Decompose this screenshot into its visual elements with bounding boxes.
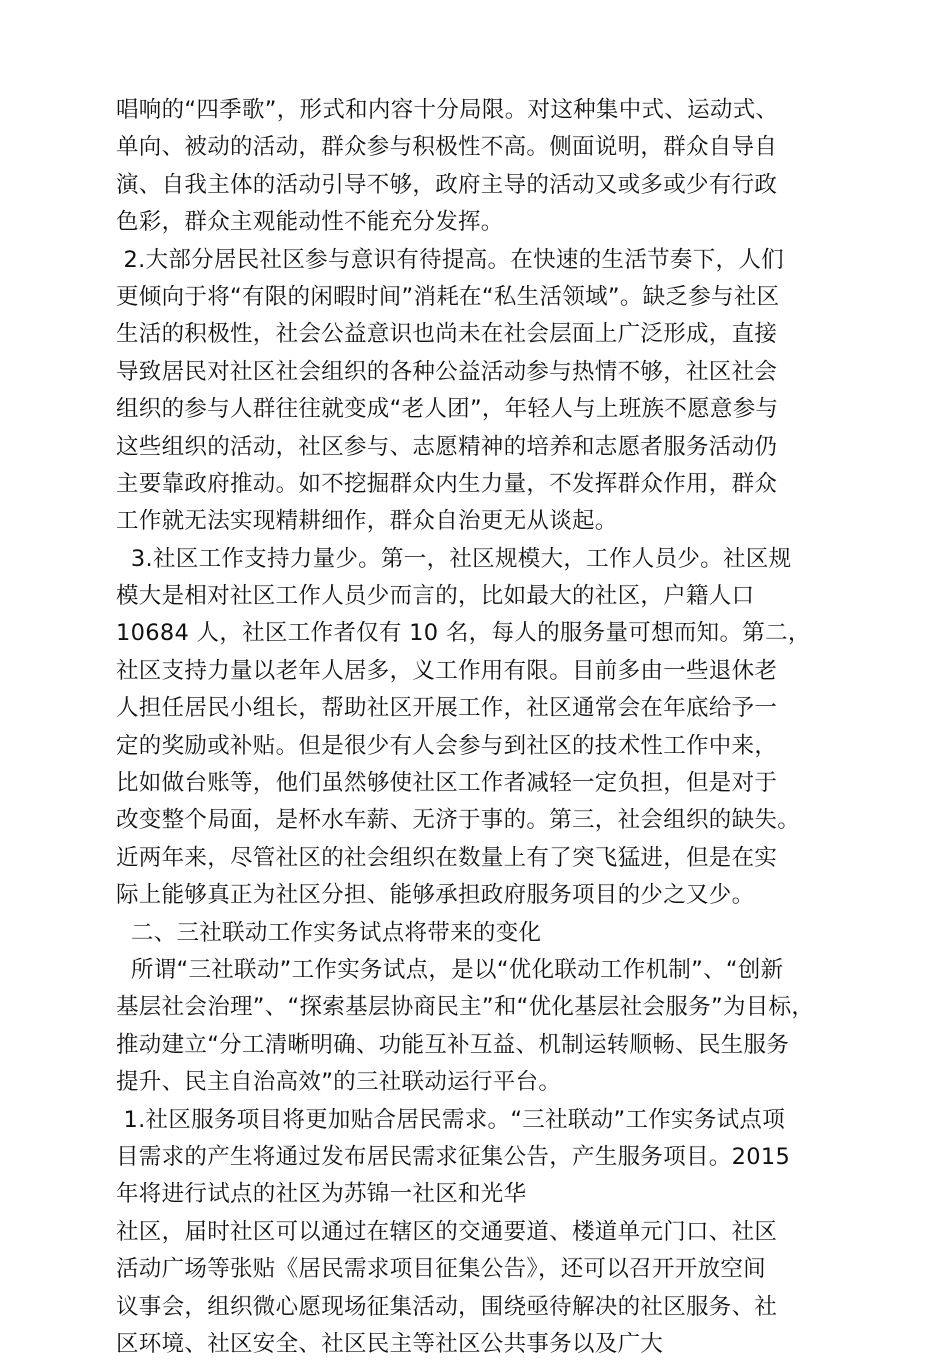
text-line: 二、三社联动工作实务试点将带来的变化	[116, 919, 542, 946]
text-line: 色彩，群众主观能动性不能充分发挥。	[116, 209, 504, 236]
text-line: 模大是相对社区工作人员少而言的，比如最大的社区，户籍人口	[116, 583, 755, 610]
text-line: 推动建立“分工清晰明确、功能互补互益、机制运转顺畅、民生服务	[116, 1031, 790, 1058]
text-line: 3.社区工作支持力量少。第一，社区规模大，工作人员少。社区规	[116, 545, 792, 572]
text-line: 议事会，组织微心愿现场征集活动，围绕亟待解决的社区服务、社	[116, 1293, 778, 1320]
text-line: 工作就无法实现精耕细作，群众自治更无从谈起。	[116, 508, 618, 535]
text-line: 组织的参与人群往往就变成“老人团”，年轻人与上班族不愿意参与	[116, 396, 779, 423]
text-line: 10684 人，社区工作者仅有 10 名，每人的服务量可想而知。第二，	[116, 620, 811, 647]
text-line: 活动广场等张贴《居民需求项目征集公告》，还可以召开开放空间	[116, 1256, 766, 1283]
text-line: 导致居民对社区社会组织的各种公益活动参与热情不够，社区社会	[116, 358, 778, 385]
text-line: 近两年来，尽管社区的社会组织在数量上有了突飞猛进，但是在实	[116, 844, 778, 871]
text-line: 基层社会治理”、“探索基层协商民主”和“优化基层社会服务”为目标，	[116, 994, 815, 1021]
text-line: 单向、被动的活动，群众参与积极性不高。侧面说明，群众自导自	[116, 134, 778, 161]
text-line: 目需求的产生将通过发布居民需求征集公告，产生服务项目。2015	[116, 1143, 791, 1170]
document-body-text	[116, 92, 856, 1363]
text-line: 提升、民主自治高效”的三社联动运行平台。	[116, 1069, 562, 1096]
text-line: 生活的积极性，社会公益意识也尚未在社会层面上广泛形成，直接	[116, 321, 778, 348]
text-line: 这些组织的活动，社区参与、志愿精神的培养和志愿者服务活动仍	[116, 433, 778, 460]
text-line: 年将进行试点的社区为苏锦一社区和光华	[116, 1181, 527, 1208]
text-line: 主要靠政府推动。如不挖掘群众内生力量，不发挥群众作用，群众	[116, 470, 778, 497]
text-line: 更倾向于将“有限的闲暇时间”消耗在“私生活领域”。缺乏参与社区	[116, 283, 780, 310]
text-line: 比如做台账等，他们虽然够使社区工作者减轻一定负担，但是对于	[116, 770, 778, 797]
text-line: 唱响的“四季歌”，形式和内容十分局限。对这种集中式、运动式、	[116, 97, 779, 123]
text-line: 定的奖励或补贴。但是很少有人会参与到社区的技术性工作中来，	[116, 732, 778, 759]
text-line: 人担任居民小组长，帮助社区开展工作，社区通常会在年底给予一	[116, 695, 778, 722]
text-line: 区环境、社区安全、社区民主等社区公共事务以及广大	[116, 1330, 664, 1357]
text-line: 际上能够真正为社区分担、能够承担政府服务项目的少之又少。	[116, 882, 755, 909]
text-line: 改变整个局面，是杯水车薪、无济于事的。第三，社会组织的缺失。	[116, 807, 801, 834]
text-line: 社区，届时社区可以通过在辖区的交通要道、楼道单元门口、社区	[116, 1218, 778, 1245]
text-line: 2.大部分居民社区参与意识有待提高。在快速的生活节奏下，人们	[116, 246, 784, 273]
text-line: 演、自我主体的活动引导不够，政府主导的活动又或多或少有行政	[116, 171, 778, 198]
text-line: 所谓“三社联动”工作实务试点，是以“优化联动工作机制”、“创新	[116, 956, 784, 983]
text-line: 社区支持力量以老年人居多，义工作用有限。目前多由一些退休老	[116, 657, 778, 684]
text-line: 1.社区服务项目将更加贴合居民需求。“三社联动”工作实务试点项	[116, 1106, 786, 1133]
